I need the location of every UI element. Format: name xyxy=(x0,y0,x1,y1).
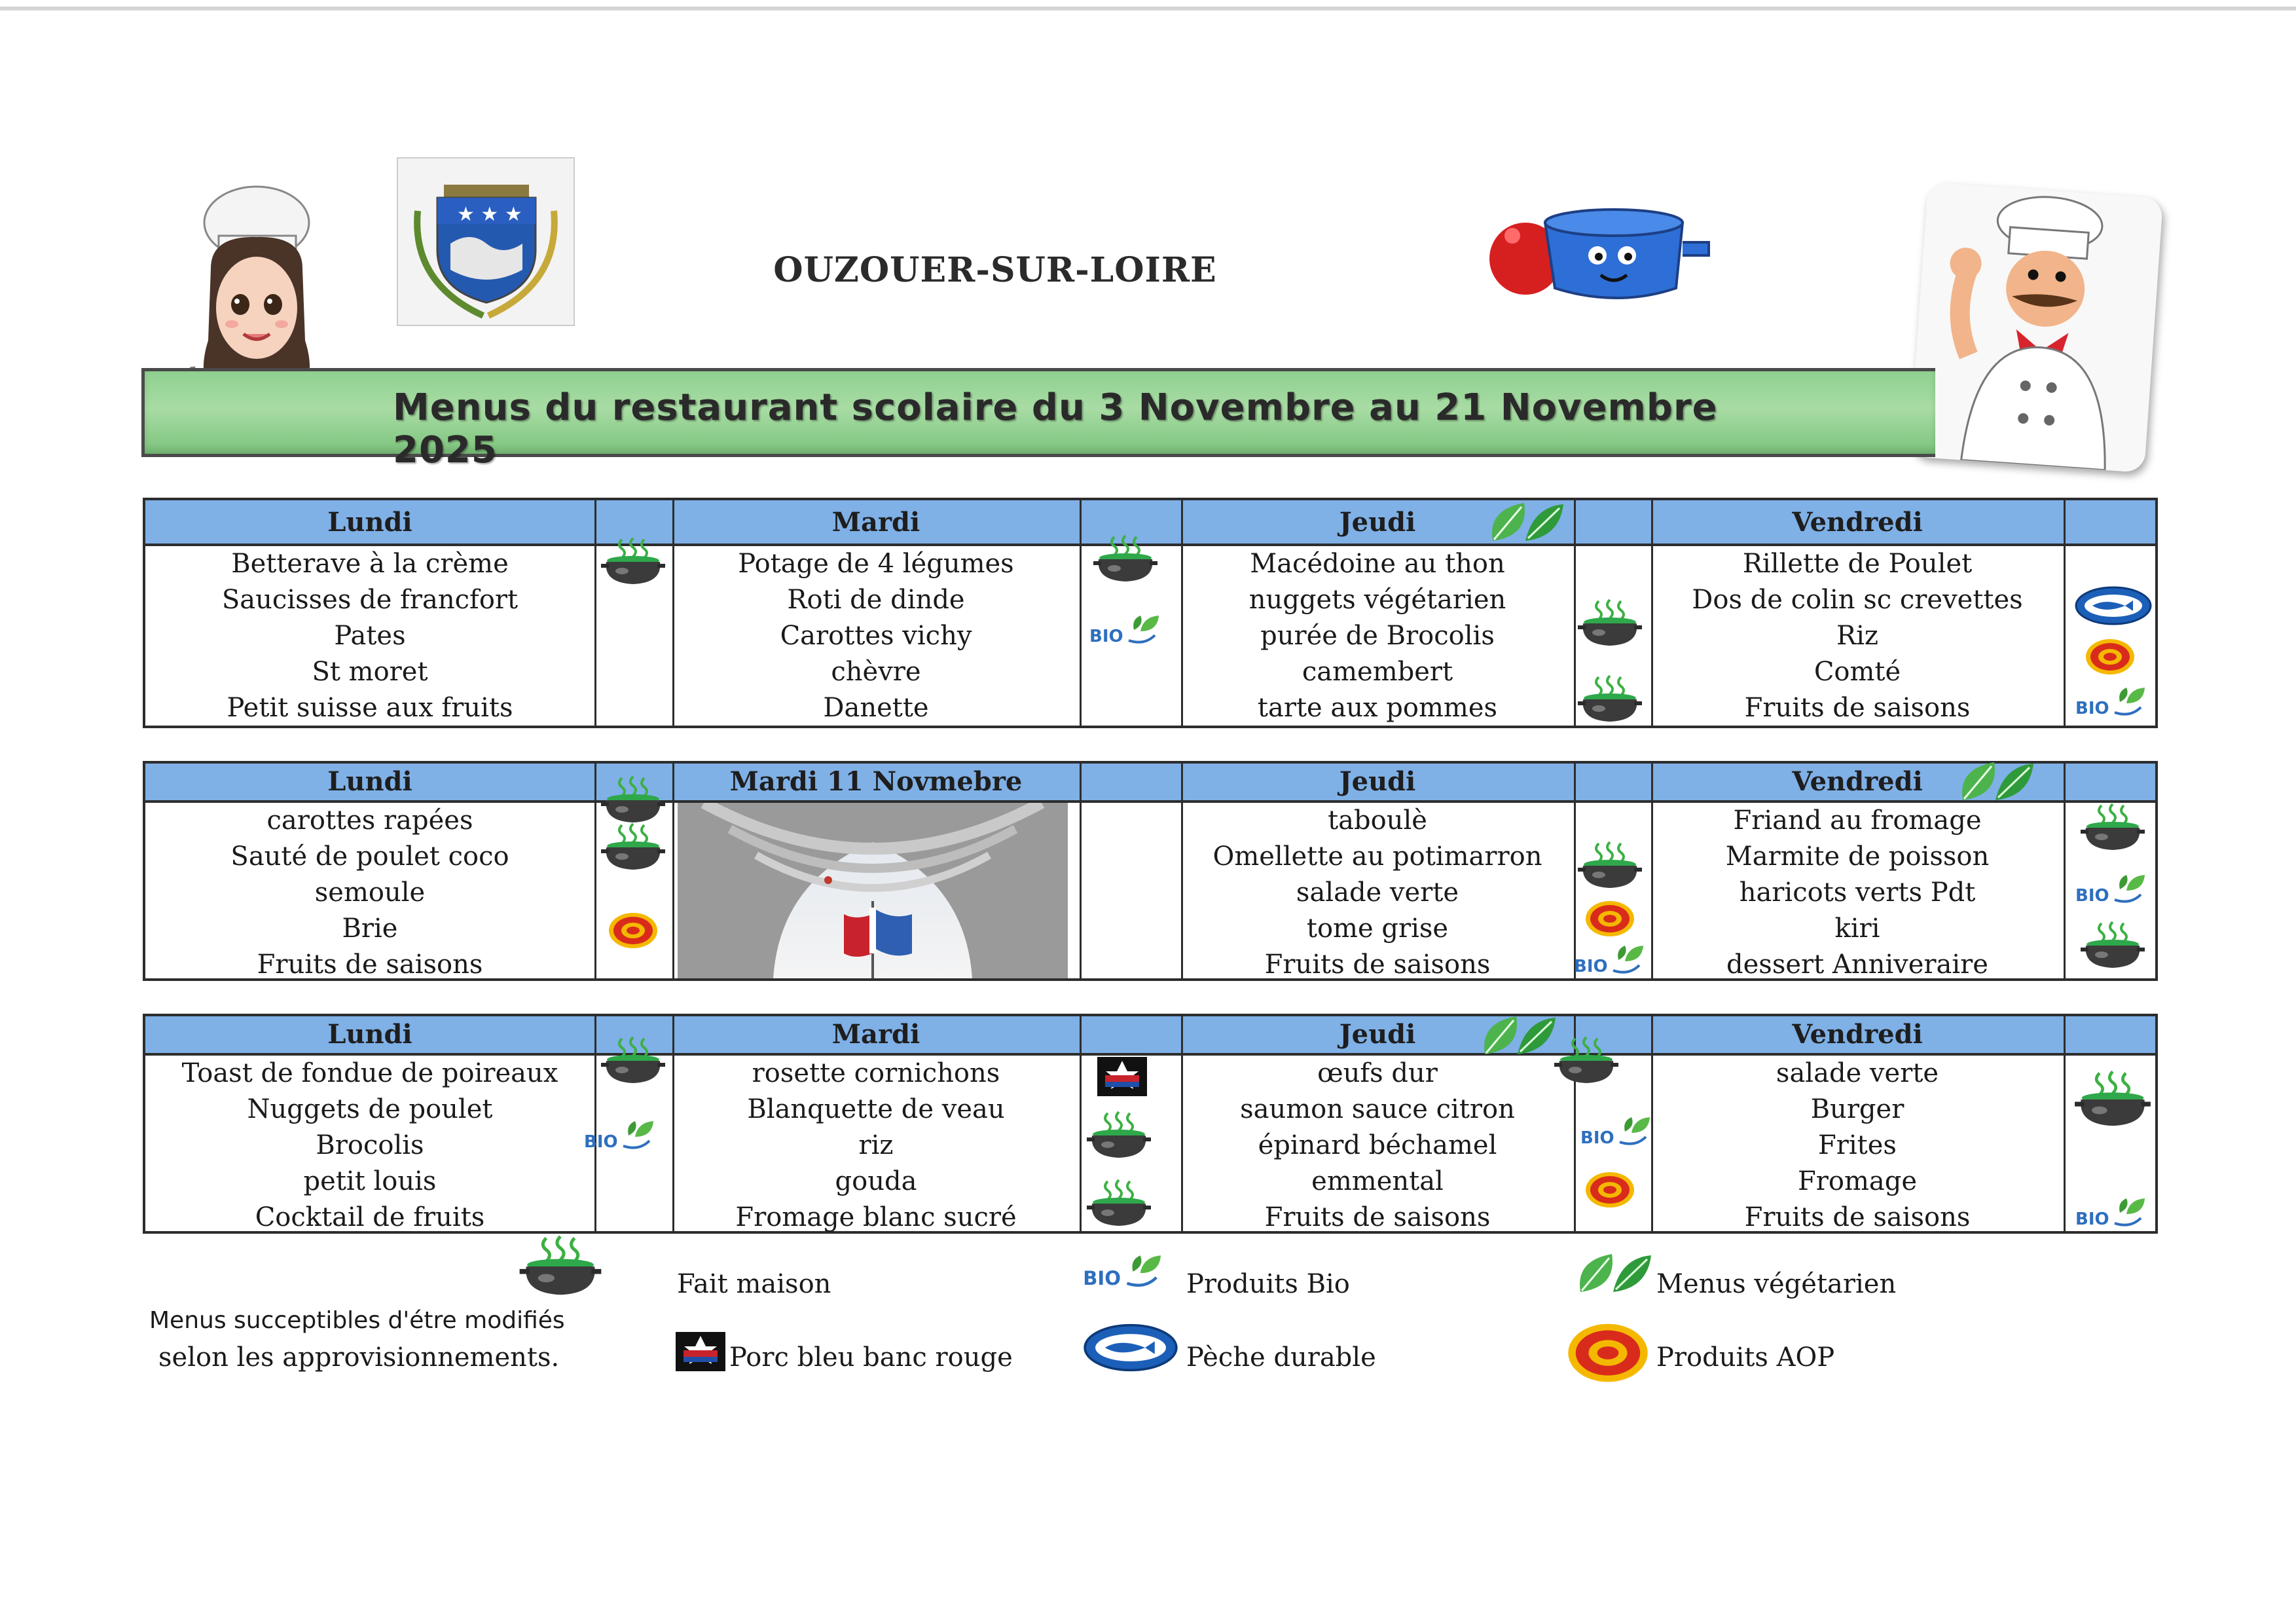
day-column-lundi xyxy=(145,1016,594,1231)
week-table-3 xyxy=(143,1014,2158,1234)
homemade-pot-icon xyxy=(1574,841,1646,891)
menu-item: Rillette de Poulet xyxy=(1742,549,1973,579)
legend-peche: Pèche durable xyxy=(1186,1342,1376,1373)
menu-item: Burger xyxy=(1810,1094,1904,1124)
menu-item: Potage de 4 légumes xyxy=(738,549,1014,579)
day-header: Vendredi xyxy=(1792,1019,1923,1050)
menu-item: tarte aux pommes xyxy=(1257,693,1498,723)
menu-item: Comté xyxy=(1813,657,1901,687)
menu-item: carottes rapées xyxy=(266,805,473,836)
bio-icon xyxy=(1082,1251,1167,1294)
menu-item: Marmite de poisson xyxy=(1725,841,1990,872)
disclaimer-line-2: selon les approvisionnements. xyxy=(158,1342,560,1373)
homemade-pot-icon xyxy=(597,537,669,587)
aop-seal-icon xyxy=(1566,1321,1650,1384)
vegetarian-leaf-icon xyxy=(1487,500,1566,545)
bio-icon xyxy=(2074,1194,2150,1232)
vegetarian-leaf-icon xyxy=(1575,1244,1654,1303)
menu-item: Fruits de saisons xyxy=(257,950,483,980)
aop-seal-icon xyxy=(608,912,659,950)
menu-item: Frites xyxy=(1818,1130,1897,1160)
bio-icon xyxy=(2074,684,2150,722)
menu-item: œufs dur xyxy=(1317,1058,1438,1088)
menu-item: rosette cornichons xyxy=(752,1058,1000,1088)
menu-item: Betterave à la crème xyxy=(231,549,509,579)
porc-label-icon xyxy=(674,1331,727,1373)
homemade-pot-icon xyxy=(2070,1063,2155,1135)
legend-vegetarien: Menus végétarien xyxy=(1656,1269,1897,1299)
menu-item: Fruits de saisons xyxy=(1744,1202,1971,1232)
menu-item: Nuggets de poulet xyxy=(247,1094,493,1124)
menu-item: Pates xyxy=(334,621,406,651)
town-title: OUZOUER-SUR-LOIRE xyxy=(773,250,1217,290)
menu-item: Toast de fondue de poireaux xyxy=(181,1058,558,1088)
coat-of-arms-frame xyxy=(397,157,575,326)
homemade-pot-icon xyxy=(597,822,669,872)
menu-item: Fromage xyxy=(1797,1166,1917,1196)
homemade-pot-icon xyxy=(2077,921,2149,970)
menu-item: emmental xyxy=(1311,1166,1444,1196)
menu-item: purée de Brocolis xyxy=(1260,621,1495,651)
top-rule xyxy=(0,7,2296,10)
menu-item: Saucisses de francfort xyxy=(221,585,519,615)
aop-seal-icon xyxy=(1584,1171,1635,1209)
menu-item: Fruits de saisons xyxy=(1264,950,1491,980)
day-header: Vendredi xyxy=(1792,766,1923,797)
menu-item: semoule xyxy=(314,877,426,908)
homemade-pot-icon xyxy=(1089,534,1161,584)
legend-bio: Produits Bio xyxy=(1186,1269,1350,1299)
day-header: Jeudi xyxy=(1339,1019,1416,1050)
day-column-mardi xyxy=(672,1016,1080,1231)
day-column-jeudi xyxy=(1181,764,1574,978)
porc-label-icon xyxy=(1096,1056,1148,1098)
chef-man-frame xyxy=(1909,182,2163,473)
homemade-pot-icon xyxy=(2077,803,2149,853)
menu-item: Sauté de poulet coco xyxy=(230,841,509,872)
sustainable-fishing-icon xyxy=(2074,585,2153,626)
menu-item: chèvre xyxy=(831,657,921,687)
menu-item: Roti de dinde xyxy=(787,585,965,615)
day-column-lundi xyxy=(145,500,594,726)
menu-item: Cocktail de fruits xyxy=(255,1202,485,1232)
day-header: Lundi xyxy=(327,1019,412,1050)
menu-item: salade verte xyxy=(1776,1058,1939,1088)
day-column-vendredi xyxy=(1651,1016,2064,1231)
day-header: Mardi xyxy=(831,1019,920,1050)
day-column-mardi xyxy=(672,500,1080,726)
homemade-pot-icon xyxy=(1083,1111,1155,1160)
menu-item: petit louis xyxy=(303,1166,437,1196)
menu-item: Brocolis xyxy=(316,1130,424,1160)
menu-item: Fruits de saisons xyxy=(1744,693,1971,723)
menu-item: haricots verts Pdt xyxy=(1739,877,1976,908)
homemade-pot-icon xyxy=(1574,674,1646,724)
menu-item: Fruits de saisons xyxy=(1264,1202,1491,1232)
bio-icon xyxy=(583,1117,659,1155)
menu-item: camembert xyxy=(1302,657,1453,687)
bio-icon xyxy=(1579,1113,1655,1151)
menu-item: Riz xyxy=(1836,621,1878,651)
aop-seal-icon xyxy=(1584,900,1635,938)
day-column-lundi xyxy=(145,764,594,978)
menu-item: saumon sauce citron xyxy=(1240,1094,1515,1124)
menu-item: Danette xyxy=(823,693,929,723)
menu-item: tome grise xyxy=(1306,913,1449,944)
day-header: Jeudi xyxy=(1339,766,1416,797)
legend-aop: Produits AOP xyxy=(1656,1342,1835,1373)
bio-icon xyxy=(1088,612,1164,650)
menu-item: Dos de colin sc crevettes xyxy=(1692,585,2023,615)
vegetarian-leaf-icon xyxy=(1480,1014,1558,1058)
vegetarian-leaf-icon xyxy=(1958,760,2036,804)
arc-de-triomphe-photo xyxy=(678,803,1068,978)
disclaimer-line-1: Menus succeptibles d'étre modifiés xyxy=(149,1307,565,1334)
coat-of-arms-logo xyxy=(398,158,574,325)
menu-item: taboulè xyxy=(1328,805,1427,836)
menu-item: Fromage blanc sucré xyxy=(735,1202,1017,1232)
day-header: Vendredi xyxy=(1792,507,1923,538)
menu-item: St moret xyxy=(312,657,428,687)
menu-item: épinard béchamel xyxy=(1258,1130,1497,1160)
menu-item: Macédoine au thon xyxy=(1250,549,1505,579)
homemade-pot-icon xyxy=(515,1234,606,1299)
legend-fait-maison: Fait maison xyxy=(677,1269,831,1299)
homemade-pot-icon xyxy=(597,775,669,825)
homemade-pot-icon xyxy=(1550,1036,1622,1086)
bio-icon xyxy=(1573,942,1649,980)
week-table-1 xyxy=(143,498,2158,728)
menu-item: Friand au fromage xyxy=(1733,805,1982,836)
bio-icon xyxy=(2074,871,2150,909)
menu-item: Brie xyxy=(342,913,398,944)
day-column-mardi-holiday xyxy=(672,764,1080,978)
day-header: Lundi xyxy=(327,766,412,797)
day-header: Mardi xyxy=(831,507,920,538)
day-column-vendredi xyxy=(1651,500,2064,726)
menu-item: kiri xyxy=(1834,913,1880,944)
banner-title: Menus du restaurant scolaire du 3 Novembre au 21 Novembre 2025 xyxy=(393,386,1718,471)
menu-item: Petit suisse aux fruits xyxy=(227,693,513,723)
sustainable-fishing-icon xyxy=(1082,1323,1180,1373)
homemade-pot-icon xyxy=(597,1036,669,1086)
menu-item: Carottes vichy xyxy=(780,621,972,651)
homemade-pot-icon xyxy=(1574,599,1646,648)
day-header: Jeudi xyxy=(1339,507,1416,538)
chef-man-illustration xyxy=(1909,182,2163,473)
menu-item: dessert Anniveraire xyxy=(1726,950,1988,980)
aop-seal-icon xyxy=(2085,638,2136,676)
legend-porc: Porc bleu banc rouge xyxy=(729,1342,1013,1373)
menu-item: Omellette au potimarron xyxy=(1212,841,1542,872)
cooking-pot-mascot xyxy=(1467,196,1741,308)
day-header: Lundi xyxy=(327,507,412,538)
menu-item: nuggets végétarien xyxy=(1248,585,1506,615)
week-table-2 xyxy=(143,761,2158,981)
day-header: Mardi 11 Novmebre xyxy=(729,766,1023,797)
menu-item: Blanquette de veau xyxy=(747,1094,1005,1124)
svg-text:★ ★ ★: ★ ★ ★ xyxy=(457,203,522,226)
homemade-pot-icon xyxy=(1083,1179,1155,1228)
menu-item: riz xyxy=(858,1130,894,1160)
menu-item: salade verte xyxy=(1296,877,1459,908)
menu-item: gouda xyxy=(835,1166,917,1196)
